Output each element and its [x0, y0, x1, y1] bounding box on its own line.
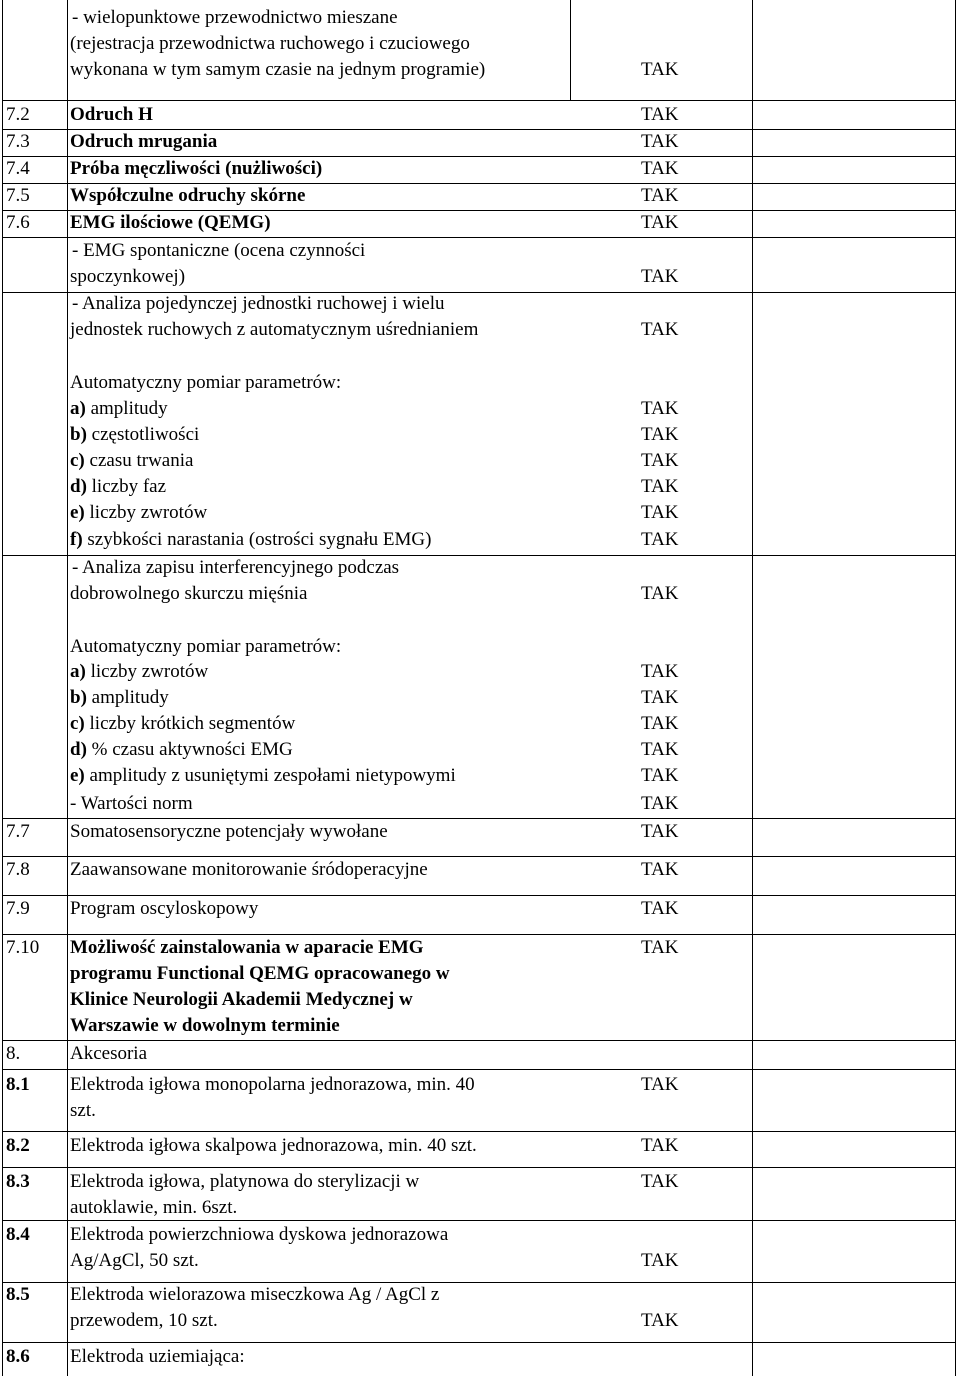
param-item: d) % czasu aktywności EMG [70, 739, 293, 760]
col-border-left [2, 0, 3, 1376]
item-label: Program oscyloskopowy [70, 898, 259, 919]
param-item: b) amplitudy [70, 687, 169, 708]
item-label: Warszawie w dowolnym terminie [70, 1015, 340, 1036]
value-cell: TAK [641, 1074, 679, 1095]
value-cell: TAK [641, 185, 679, 206]
value-cell: TAK [641, 529, 679, 550]
item-label: szt. [70, 1100, 96, 1121]
param-item: a) amplitudy [70, 398, 168, 419]
value-cell: TAK [641, 687, 679, 708]
value-cell: TAK [641, 319, 679, 340]
item-label: Klinice Neurologii Akademii Medycznej w [70, 989, 413, 1010]
param-item: a) liczby zwrotów [70, 661, 209, 682]
item-number: 7.9 [6, 898, 30, 919]
item-label: Ag/AgCl, 50 szt. [70, 1250, 199, 1271]
param-item: e) amplitudy z usuniętymi zespołami nietypowymi [70, 765, 456, 786]
item-label: przewodem, 10 szt. [70, 1310, 218, 1331]
row-border [2, 1167, 956, 1168]
item-label: autoklawie, min. 6szt. [70, 1197, 238, 1218]
item-number: 8.1 [6, 1074, 30, 1095]
item-number: 7.10 [6, 937, 40, 958]
col-border-desc [570, 0, 571, 100]
value-cell: TAK [641, 450, 679, 471]
value-cell: TAK [641, 158, 679, 179]
desc-line: - wielopunktowe przewodnictwo mieszane [72, 7, 398, 28]
value-cell: TAK [641, 765, 679, 786]
item-label: Somatosensoryczne potencjały wywołane [70, 821, 388, 842]
desc-line: - Analiza pojedynczej jednostki ruchowej i wielu [72, 293, 445, 314]
value-cell: TAK [641, 739, 679, 760]
value-cell: TAK [641, 821, 679, 842]
item-label: Elektroda uziemiająca: [70, 1346, 245, 1367]
section-title: Akcesoria [70, 1043, 148, 1064]
value-cell: TAK [641, 59, 679, 80]
value-cell: TAK [641, 212, 679, 233]
param-item: b) częstotliwości [70, 424, 200, 445]
item-label: Elektroda igłowa skalpowa jednorazowa, min. 40 szt. [70, 1135, 477, 1156]
param-item: e) liczby zwrotów [70, 502, 208, 523]
value-cell: TAK [641, 1250, 679, 1271]
row-border [2, 1342, 956, 1343]
param-item: c) liczby krótkich segmentów [70, 713, 296, 734]
item-label: EMG ilościowe (QEMG) [70, 212, 271, 233]
item-number: 7.4 [6, 158, 30, 179]
item-number: 7.7 [6, 821, 30, 842]
row-border [2, 100, 956, 101]
item-number: 8.5 [6, 1284, 30, 1305]
desc-line: - EMG spontaniczne (ocena czynności [72, 240, 366, 261]
value-cell: TAK [641, 713, 679, 734]
item-label: Współczulne odruchy skórne [70, 185, 306, 206]
value-cell: TAK [641, 131, 679, 152]
value-cell: TAK [641, 1310, 679, 1331]
item-number: 7.5 [6, 185, 30, 206]
col-border-right [955, 0, 956, 1376]
value-cell: TAK [641, 1171, 679, 1192]
item-number: 8.6 [6, 1346, 30, 1367]
desc-line: jednostek ruchowych z automatycznym uśrednianiem [70, 319, 479, 340]
desc-line: dobrowolnego skurczu mięśnia [70, 583, 308, 604]
item-number: 7.2 [6, 104, 30, 125]
item-label: Elektroda wielorazowa miseczkowa Ag / AgCl z [70, 1284, 440, 1305]
desc-line: spoczynkowej) [70, 266, 186, 287]
item-label: programu Functional QEMG opracowanego w [70, 963, 450, 984]
value-cell: TAK [641, 266, 679, 287]
value-cell: TAK [641, 476, 679, 497]
item-number: 7.6 [6, 212, 30, 233]
item-label: Zaawansowane monitorowanie śródoperacyjne [70, 859, 428, 880]
col-border-num [67, 0, 68, 1376]
row-border [2, 1069, 956, 1070]
item-number: 8.2 [6, 1135, 30, 1156]
value-cell: TAK [641, 937, 679, 958]
value-cell: TAK [641, 502, 679, 523]
params-heading: Automatyczny pomiar parametrów: [70, 636, 342, 657]
item-label: Możliwość zainstalowania w aparacie EMG [70, 937, 424, 958]
item-label: Elektroda powierzchniowa dyskowa jednorazowa [70, 1224, 449, 1245]
item-label: Próba męczliwości (nużliwości) [70, 158, 323, 179]
item-label: Elektroda igłowa, platynowa do sterylizacji w [70, 1171, 420, 1192]
section-number: 8. [6, 1043, 21, 1064]
item-number: 8.4 [6, 1224, 30, 1245]
desc-line: - Analiza zapisu interferencyjnego podczas [72, 557, 400, 578]
value-cell: TAK [641, 424, 679, 445]
item-number: 8.3 [6, 1171, 30, 1192]
value-cell: TAK [641, 793, 679, 814]
item-number: 7.3 [6, 131, 30, 152]
param-item: f) szybkości narastania (ostrości sygnału EMG) [70, 529, 432, 550]
row-border [2, 1131, 956, 1132]
item-label: Elektroda igłowa monopolarna jednorazowa, min. 40 [70, 1074, 475, 1095]
item-label: Odruch mrugania [70, 131, 218, 152]
value-cell: TAK [641, 1135, 679, 1156]
value-cell: TAK [641, 104, 679, 125]
col-border-value [752, 0, 753, 1376]
value-cell: TAK [641, 398, 679, 419]
value-cell: TAK [641, 661, 679, 682]
param-item: d) liczby faz [70, 476, 167, 497]
value-cell: TAK [641, 898, 679, 919]
value-cell: TAK [641, 859, 679, 880]
desc-line: - Wartości norm [70, 793, 193, 814]
desc-line: (rejestracja przewodnictwa ruchowego i czuciowego [70, 33, 470, 54]
item-number: 7.8 [6, 859, 30, 880]
param-item: c) czasu trwania [70, 450, 194, 471]
params-heading: Automatyczny pomiar parametrów: [70, 372, 342, 393]
desc-line: wykonana w tym samym czasie na jednym programie) [70, 59, 486, 80]
value-cell: TAK [641, 583, 679, 604]
item-label: Odruch H [70, 104, 153, 125]
